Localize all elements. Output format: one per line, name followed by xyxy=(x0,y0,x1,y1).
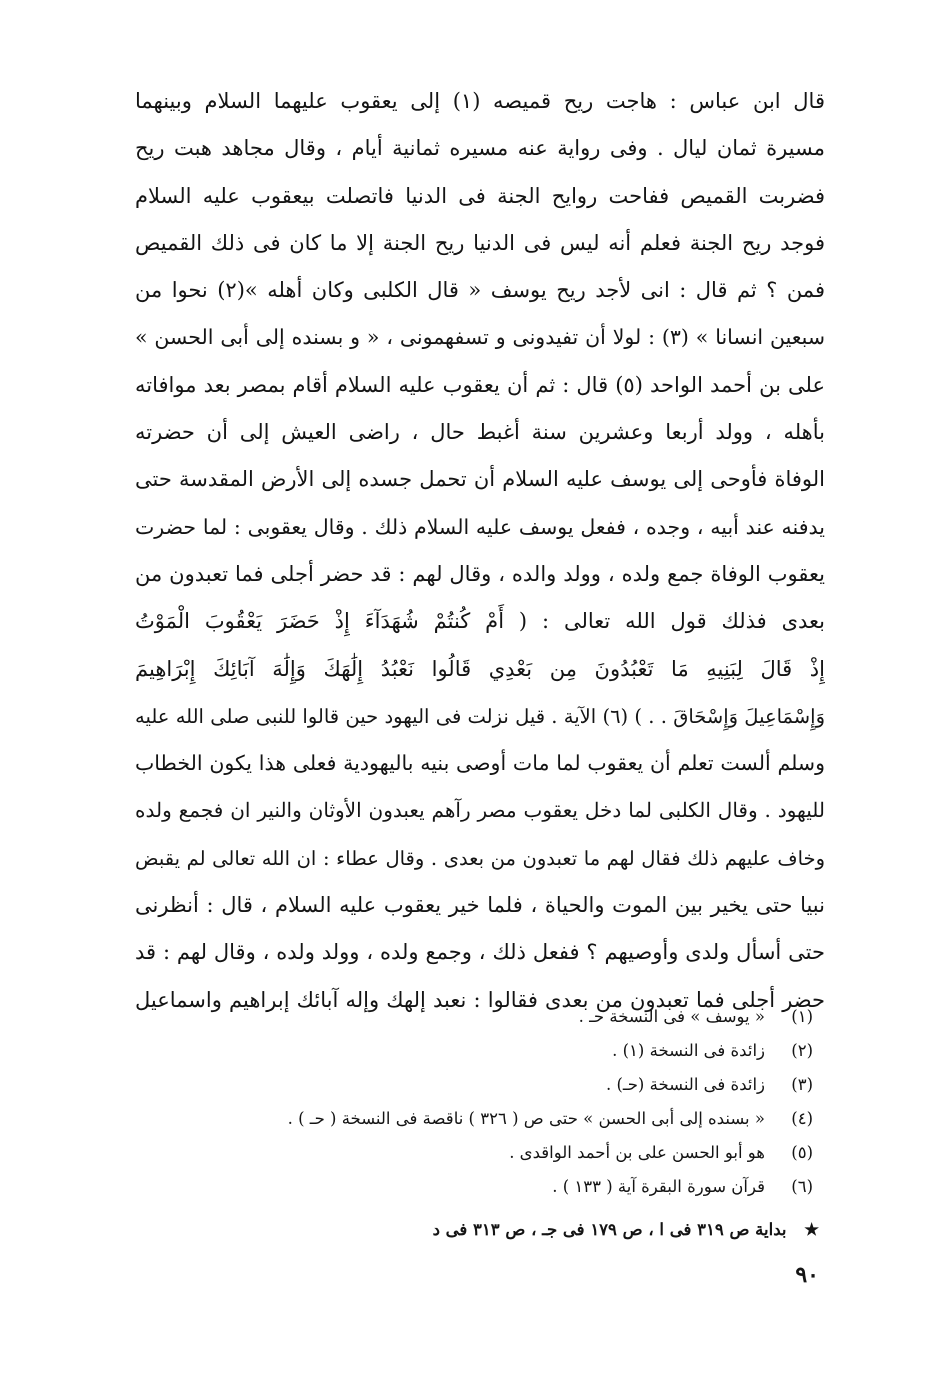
text-line: الوفاة فأوحى إلى يوسف عليه السلام أن تحمل جسده إلى الأرض المقدسة حتى xyxy=(135,467,825,492)
text-line: وسلم ألست تعلم أن يعقوب لما مات أوصى بنيه باليهودية فعلى هذا يكون الخطاب xyxy=(135,751,825,776)
edition-note-text: بداية ص ٣١٩ فى ا ، ص ١٧٩ فى جـ ، ص ٣١٣ فى د xyxy=(432,1220,787,1239)
footnote-number: (٢) xyxy=(791,1041,813,1060)
footnote xyxy=(193,1068,813,1102)
text-line: نبيا حتى يخير بين الموت والحياة ، فلما خير يعقوب عليه السلام ، قال : أنظرنى xyxy=(135,893,825,918)
text-line: بأهله ، وولد أربعا وعشرين سنة أغبط حال ، راضى العيش إلى أن حضرته xyxy=(135,420,825,445)
text-line: يعقوب الوفاة جمع ولده ، وولد والده ، وقال لهم : قد حضر أجلى فما تعبدون من xyxy=(135,561,825,586)
edition-note xyxy=(433,1220,819,1239)
text-line: بعدى فذلك قول الله تعالى : ( أَمْ كُنتُمْ شُهَدَآءَ إِذْ حَضَرَ يَعْقُوبَ الْمَوْتُ xyxy=(135,609,825,634)
text-line: وَإِسْمَاعِيلَ وَإِسْحَاقَ . . ) (٦) الآية . قيل نزلت فى اليهود حين قالوا للنبى صلى الله عليه xyxy=(135,704,825,728)
footnote-text: « يوسف » فى النسخة حـ . xyxy=(578,1007,765,1026)
footnote-number: (٦) xyxy=(791,1177,813,1196)
text-line: على بن أحمد الواحد (٥) قال : ثم أن يعقوب عليه السلام أقام بمصر بعد موافاته xyxy=(135,372,825,397)
text-line: مسيرة ثمان ليال . وفى رواية عنه مسيره ثمانية أيام ، وقال مجاهد هبت ريح xyxy=(135,136,825,161)
text-line: وخاف عليهم ذلك فقال لهم ما تعبدون من بعدى . وقال عطاء : ان الله تعالى لم يقبض xyxy=(135,846,825,870)
footnotes-section xyxy=(193,1000,813,1204)
text-line: لليهود . وقال الكلبى لما دخل يعقوب مصر رآهم يعبدون الأوثان والنير ان فجمع ولده xyxy=(135,798,825,823)
footnote xyxy=(193,1170,813,1204)
text-line: فوجد ريح الجنة فعلم أنه ليس فى الدنيا ريح الجنة إلا ما كان فى ذلك القميص xyxy=(135,230,825,255)
text-line: يدفنه عند أبيه ، وجده ، ففعل يوسف عليه السلام ذلك . وقال يعقوبى : لما حضرت xyxy=(135,514,825,539)
footnote xyxy=(193,1034,813,1068)
star-icon: ★ xyxy=(804,1220,819,1239)
page-number: ٩٠ xyxy=(795,1262,819,1288)
footnote xyxy=(193,1136,813,1170)
text-line: قال ابن عباس : هاجت ريح قميصه (١) إلى يعقوب عليهما السلام وبينهما xyxy=(135,89,825,113)
footnote xyxy=(193,1000,813,1034)
text-line: حضر أجلى فما تعبدون من بعدى فقالوا : نعبد إلهك وإله آبائك إبراهيم واسماعيل xyxy=(135,987,825,1012)
footnote-text: هو أبو الحسن على بن أحمد الواقدى . xyxy=(509,1143,765,1162)
footnote-number: (٣) xyxy=(791,1075,813,1094)
footnote-text: « بسنده إلى أبى الحسن » حتى ص ( ٣٢٦ ) ناقصة فى النسخة ( حـ ) . xyxy=(287,1109,765,1128)
footnote xyxy=(193,1102,813,1136)
text-line: فمن ؟ ثم قال : انى لأجد ريح يوسف « قال الكلبى وكان أهله »(٢) نحوا من xyxy=(135,278,825,303)
footnote-number: (٥) xyxy=(791,1143,813,1162)
text-line: فضربت القميص ففاحت روايح الجنة فى الدنيا فاتصلت بيعقوب عليه السلام xyxy=(135,183,825,208)
footnote-text: قرآن سورة البقرة آية ( ١٣٣ ) . xyxy=(552,1177,765,1196)
footnote-number: (٤) xyxy=(791,1109,813,1128)
footnote-text: زائدة فى النسخة (١) . xyxy=(612,1041,765,1060)
text-line: حتى أسأل ولدى وأوصيهم ؟ ففعل ذلك ، وجمع ولده ، وولد ولده ، وقال لهم : قد xyxy=(135,940,825,965)
footnote-number: (١) xyxy=(791,1007,813,1026)
footnote-text: زائدة فى النسخة (حـ) . xyxy=(605,1075,765,1094)
text-line: سبعين انسانا » (٣) : لولا أن تفيدونى و تسفهمونى ، « و بسنده إلى أبى الحسن » xyxy=(135,325,825,350)
text-line: إِذْ قَالَ لِبَنِيهِ مَا تَعْبُدُونَ مِن بَعْدِي قَالُوا نَعْبُدُ إِلَٰهَكَ وَإِلَٰهَ آبَائِكَ إِبْرَاهِيمَ xyxy=(135,656,825,681)
main-text-block xyxy=(135,78,825,1024)
